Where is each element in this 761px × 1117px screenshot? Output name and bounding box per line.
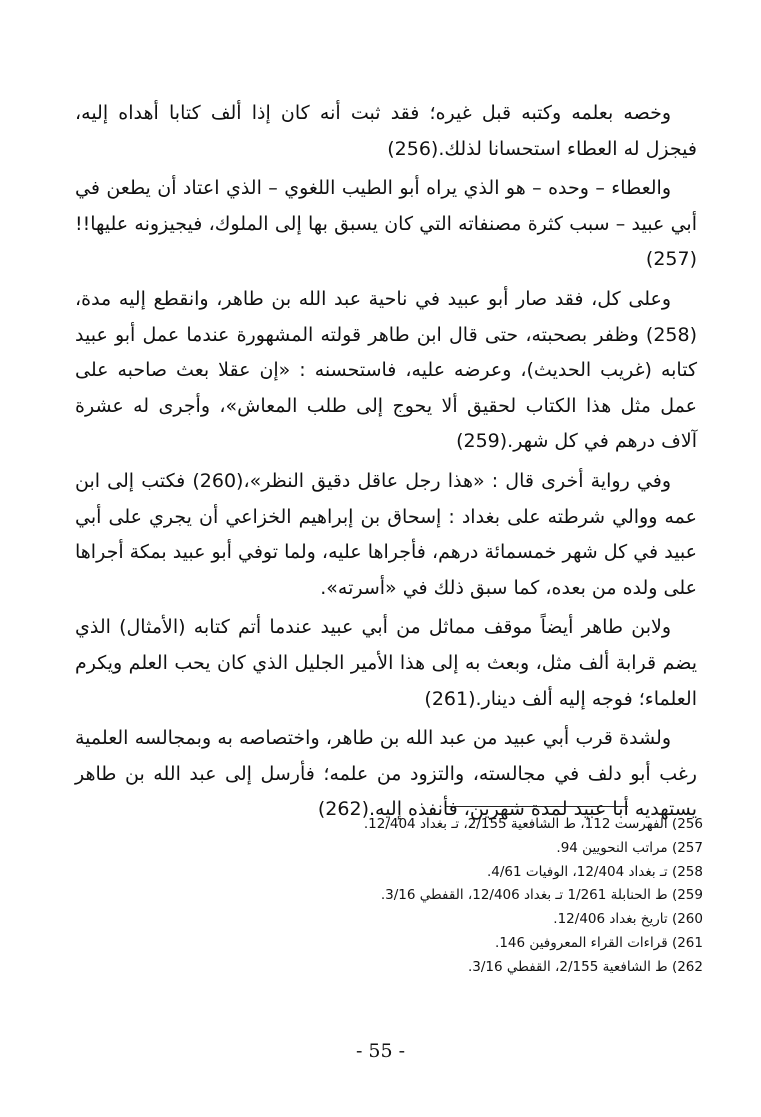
footnote-259: 259) ط الحنابلة 1/261 تـ بغداد 12/406، القفطي 3/16. xyxy=(380,887,703,904)
page-number: - 55 - xyxy=(355,1040,406,1062)
footnotes-list xyxy=(75,813,703,980)
main-text xyxy=(75,96,697,832)
paragraph-4: وفي رواية أخرى قال : «هذا رجل عاقل دقيق النظر»،(260) فكتب إلى ابن عمه ووالي شرطته على بغداد : إسحاق بن إبراهيم الخزاعي أن يجري على أبي عبيد في كل شهر خمسمائة درهم، فأجراها عليه، ولما توفي أبو عبيد بمكة أجراها على ولده من بعده، كما سبق ذلك في «أسرته». xyxy=(75,469,697,599)
paragraph-3: وعلى كل، فقد صار أبو عبيد في ناحية عبد الله بن طاهر، وانقطع إليه مدة،(258) وظفر بصحبته، حتى قال ابن طاهر قولته المشهورة عندما عمل أبو عبيد كتابه (غريب الحديث)، وعرضه عليه، فاستحسنه : «إن عقلا بعث صاحبه على عمل مثل هذا الكتاب لحقيق ألا يحوج إلى طلب المعاش»، وأجرى له عشرة آلاف درهم في كل شهر.(259) xyxy=(75,287,697,453)
footnote-260: 260) تاريخ بغداد 12/406. xyxy=(553,911,703,928)
paragraph-5: ولابن طاهر أيضاً موقف مماثل من أبي عبيد عندما أتم كتابه (الأمثال) الذي يضم قرابة ألف مثل، وبعث به إلى هذا الأمير الجليل الذي كان يحب العلم ويكرم العلماء؛ فوجه إليه ألف دينار.(261) xyxy=(75,616,697,710)
footnote-261: 261) قراءات القراء المعروفين 146. xyxy=(495,934,703,951)
footnote-258: 258) تـ بغداد 12/404، الوفيات 4/61. xyxy=(486,863,703,880)
paragraph-2: والعطاء – وحده – هو الذي يراه أبو الطيب اللغوي – الذي اعتاد أن يطعن في أبي عبيد – سبب كثرة مصنفاته التي كان يسبق بها إلى الملوك، فيجيزونه عليها!!(257) xyxy=(75,177,697,271)
paragraph-1: وخصه بعلمه وكتبه قبل غيره؛ فقد ثبت أنه كان إذا ألف كتابا أهداه إليه، فيجزل له العطاء استحسانا لذلك.(256) xyxy=(75,102,697,160)
footnote-separator xyxy=(446,806,628,807)
footnote-256: 256) الفهرست 112، ط الشافعية 2/155، تـ بغداد 12/404. xyxy=(363,816,703,832)
paragraph-6: ولشدة قرب أبي عبيد من عبد الله بن طاهر، واختصاصه به وبمجالسه العلمية رغب أبو دلف في مجالسته، والتزود من علمه؛ فأرسل إلى عبد الله بن طاهر يستهديه أبا عبيد لمدة شهرين، فأنفذه إليه.(262) xyxy=(75,727,697,821)
footnote-257: 257) مراتب النحويين 94. xyxy=(556,839,703,856)
footnote-262: 262) ط الشافعية 2/155، القفطي 3/16. xyxy=(467,958,703,975)
